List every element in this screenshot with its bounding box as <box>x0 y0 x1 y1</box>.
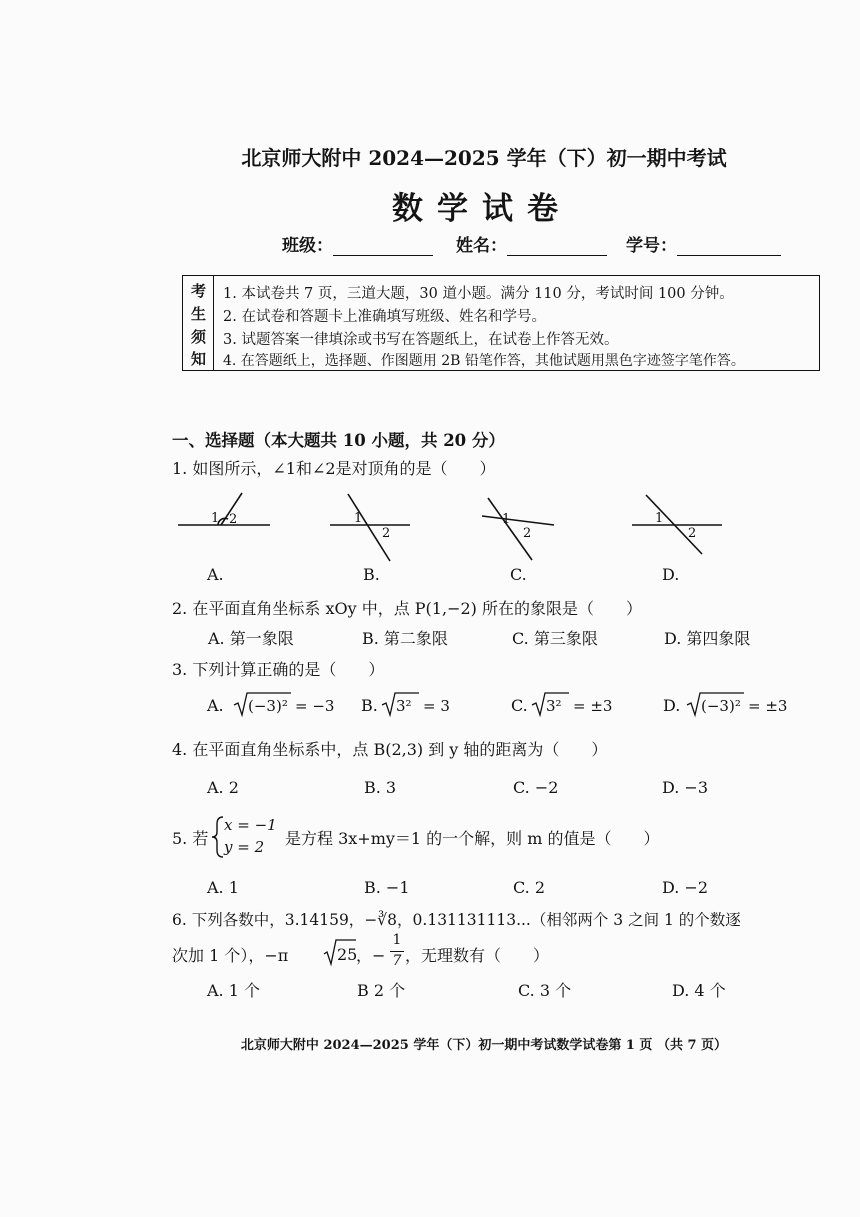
q3-option-a-radicand: (−3)² <box>248 697 288 715</box>
q6-fraction-denominator: 7 <box>392 953 402 969</box>
question-3-stem: 3. 下列计算正确的是（ ） <box>172 660 385 679</box>
q6-sqrt-25 <box>322 936 358 968</box>
q6-option-b: B 2 个 <box>357 981 406 1000</box>
q3-option-c-result: = ±3 <box>573 697 613 715</box>
q6-option-d: D. 4 个 <box>672 981 726 1000</box>
id-label: 学号： <box>626 236 677 256</box>
q5-option-a: A. 1 <box>207 878 239 897</box>
name-blank <box>507 237 607 256</box>
notice-side-char: 须 <box>191 328 207 346</box>
question-6-separator: ，− <box>356 946 386 965</box>
id-field <box>626 231 781 256</box>
q2-option-a: A. 第一象限 <box>208 629 294 648</box>
q3-option-d-letter: D. <box>663 696 681 715</box>
notice-side-char: 生 <box>191 305 207 323</box>
q3-option-a-letter: A. <box>207 696 224 715</box>
class-label: 班级： <box>282 236 333 256</box>
figure-label: 2 <box>382 526 391 541</box>
question-6-line-2-start: 次加 1 个），−π <box>172 946 289 965</box>
q3-option-a-result: = −3 <box>295 697 335 715</box>
class-field <box>282 231 433 256</box>
question-6-line-1: 6. 下列各数中，3.14159，−∛8，0.131131113...（相邻两个 3 之间 1 的个数逐 <box>172 911 741 929</box>
q6-sqrt-radicand: 25 <box>337 945 358 964</box>
question-1-stem: 1. 如图所示，∠1和∠2是对顶角的是（ ） <box>172 459 496 478</box>
q6-option-a: A. 1 个 <box>207 981 260 1000</box>
q2-option-b: B. 第二象限 <box>362 629 448 648</box>
class-blank <box>333 237 433 256</box>
figure-label: 1 <box>211 511 220 526</box>
q4-option-d: D. −3 <box>662 778 709 797</box>
figure-label: 2 <box>229 512 238 527</box>
q6-fraction-bar <box>390 951 404 952</box>
question-1-figures <box>170 488 730 568</box>
question-6-line-2-end: ，无理数有（ ） <box>405 946 550 965</box>
q1-option-c: C. <box>510 565 527 584</box>
notice-item: 3. 试题答案一律填涂或书写在答题纸上，在试卷上作答无效。 <box>223 332 619 348</box>
q3-option-c-letter: C. <box>511 696 528 715</box>
question-3-options <box>200 688 800 724</box>
q3-option-b-result: = 3 <box>423 697 450 715</box>
q4-option-b: B. 3 <box>364 778 397 797</box>
notice-item: 1. 本试卷共 7 页，三道大题，30 道小题。满分 110 分，考试时间 100 分钟。 <box>223 286 734 302</box>
q3-option-c-radicand: 3² <box>546 697 562 715</box>
figure-label: 1 <box>354 511 363 526</box>
figure-label: 1 <box>655 511 664 526</box>
q5-option-b: B. −1 <box>364 878 410 897</box>
q3-option-d-result: = ±3 <box>748 697 788 715</box>
section-title: 一、选择题（本大题共 10 小题，共 20 分） <box>172 431 505 450</box>
figure-label: 2 <box>688 526 697 541</box>
q1-option-b: B. <box>363 565 380 584</box>
q2-option-d: D. 第四象限 <box>664 629 751 648</box>
notice-side-char: 知 <box>191 350 207 368</box>
figure-label: 2 <box>523 526 532 541</box>
q2-option-c: C. 第三象限 <box>512 629 598 648</box>
figure-label: 1 <box>502 512 511 527</box>
q4-option-a: A. 2 <box>207 778 239 797</box>
q4-option-c: C. −2 <box>513 778 559 797</box>
exam-notice-box <box>182 275 820 371</box>
page-footer: 北京师大附中 2024—2025 学年（下）初一期中考试数学试卷第 1 页 （共 7 页） <box>240 1038 728 1053</box>
q1-option-a: A. <box>207 565 224 584</box>
q6-option-c: C. 3 个 <box>518 981 572 1000</box>
notice-item: 4. 在答题纸上，选择题、作图题用 2B 铅笔作答，其他试题用黑色字迹签字笔作答。 <box>223 353 745 369</box>
q3-option-d-radicand: (−3)² <box>701 697 741 715</box>
q3-option-b-radicand: 3² <box>396 697 412 715</box>
q5-option-c: C. 2 <box>513 878 546 897</box>
name-label: 姓名： <box>456 236 507 256</box>
q5-equation-1: x = −1 <box>224 816 277 834</box>
school-title: 北京师大附中 2024—2025 学年（下）初一期中考试 <box>241 146 727 170</box>
question-4-stem: 4. 在平面直角坐标系中，点 B(2,3) 到 y 轴的距离为（ ） <box>172 740 608 759</box>
name-field <box>456 231 607 256</box>
notice-item: 2. 在试卷和答题卡上准确填写班级、姓名和学号。 <box>223 309 546 325</box>
q5-equation-2: y = 2 <box>224 838 265 856</box>
question-5-prefix: 5. 若 <box>172 829 209 848</box>
subject-title: 数学试卷 <box>392 191 572 227</box>
question-2-stem: 2. 在平面直角坐标系 xOy 中，点 P(1,−2) 所在的象限是（ ） <box>172 599 642 618</box>
q3-option-b-letter: B. <box>361 696 378 715</box>
notice-side-label <box>183 276 214 370</box>
q1-option-d: D. <box>662 565 680 584</box>
q5-option-d: D. −2 <box>662 878 709 897</box>
q6-fraction-numerator: 1 <box>392 932 402 948</box>
id-blank <box>677 237 781 256</box>
notice-side-char: 考 <box>191 282 207 300</box>
question-5-suffix: 是方程 3x+my＝1 的一个解，则 m 的值是（ ） <box>285 829 660 848</box>
